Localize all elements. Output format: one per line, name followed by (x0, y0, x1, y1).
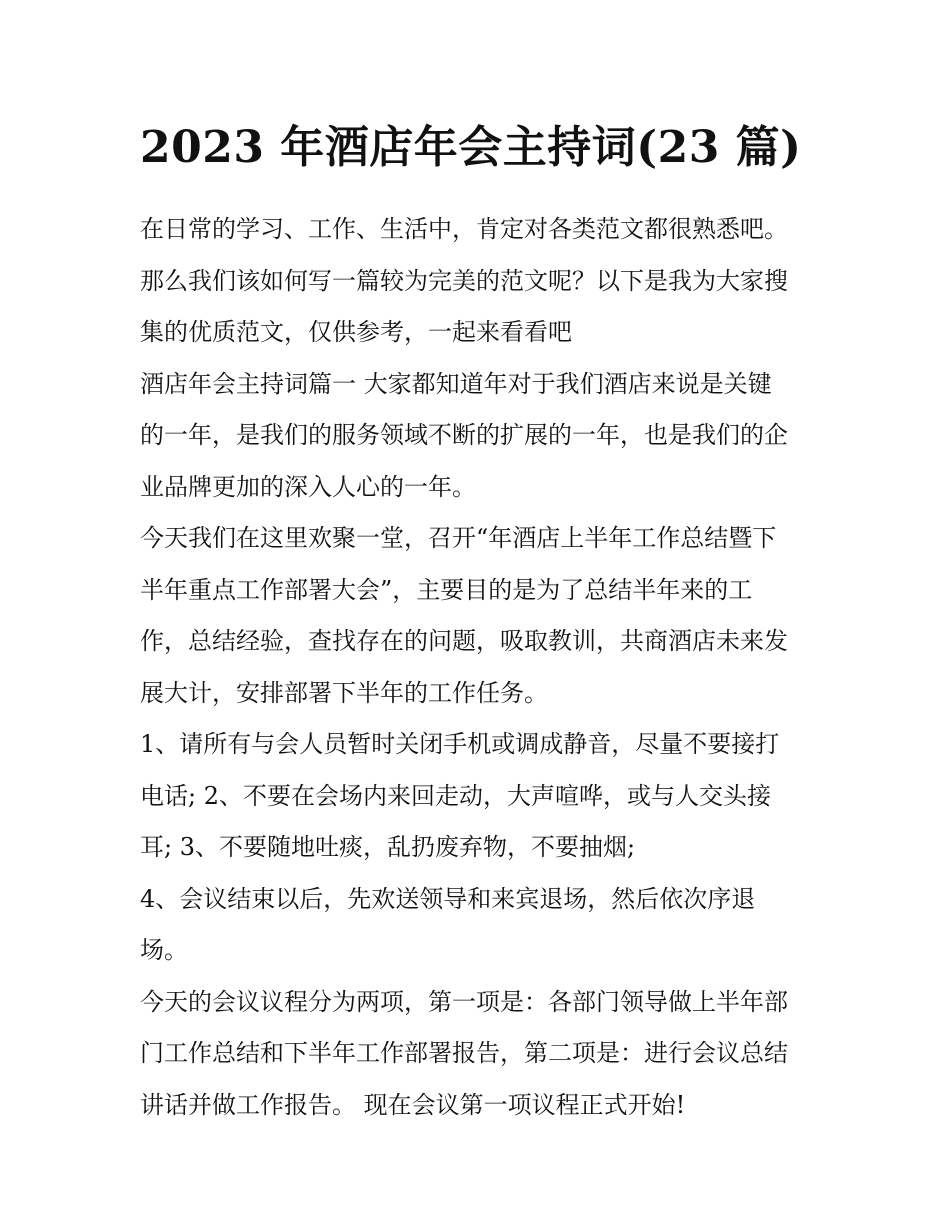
paragraph-speech-one (140, 359, 820, 514)
paragraph-rule-four (140, 874, 820, 977)
document-page (140, 118, 820, 1131)
text-line: 业品牌更加的深入人心的一年。 (140, 472, 476, 501)
document-title: 2023 年酒店年会主持词(23 篇) (140, 122, 802, 173)
text-line: 今天的会议议程分为两项，第一项是：各部门领导做上半年部 (140, 987, 788, 1016)
text-line: 酒店年会主持词篇一 大家都知道年对于我们酒店来说是关键 (140, 369, 772, 398)
text-line: 耳; 3、不要随地吐痰，乱扔废弃物，不要抽烟; (140, 833, 636, 861)
text-line: 场。 (140, 936, 188, 964)
text-line: 4、会议结束以后，先欢送领导和来宾退场，然后依次序退 (140, 884, 756, 913)
text-line: 的一年，是我们的服务领域不断的扩展的一年，也是我们的企 (140, 421, 788, 449)
text-line: 电话; 2、不要在会场内来回走动，大声喧哗，或与人交头接 (140, 781, 771, 810)
text-line: 今天我们在这里欢聚一堂，召开“年酒店上半年工作总结暨下 (140, 524, 777, 552)
text-line: 集的优质范文，仅供参考，一起来看看吧 (140, 318, 572, 346)
text-line: 在日常的学习、工作、生活中，肯定对各类范文都很熟悉吧。 (140, 215, 788, 243)
paragraph-rules (140, 719, 820, 874)
text-line: 门工作总结和下半年工作部署报告，第二项是：进行会议总结 (140, 1039, 788, 1067)
text-line: 1、请所有与会人员暂时关闭手机或调成静音，尽量不要接打 (140, 730, 780, 758)
text-line: 半年重点工作部署大会”，主要目的是为了总结半年来的工 (140, 575, 753, 604)
paragraph-intro (140, 204, 820, 359)
text-line: 讲话并做工作报告。 现在会议第一项议程正式开始! (140, 1090, 686, 1119)
paragraph-agenda (140, 977, 820, 1132)
paragraph-meeting-purpose (140, 513, 820, 719)
text-line: 展大计，安排部署下半年的工作任务。 (140, 678, 548, 707)
text-line: 那么我们该如何写一篇较为完美的范文呢？以下是我为大家搜 (140, 266, 788, 295)
text-line: 作，总结经验，查找存在的问题，吸取教训，共商酒店未来发 (140, 627, 788, 655)
